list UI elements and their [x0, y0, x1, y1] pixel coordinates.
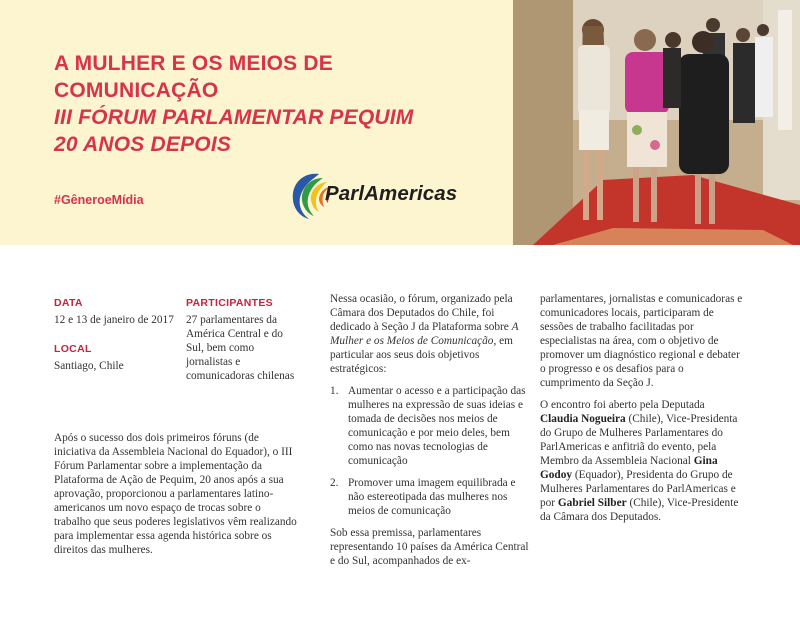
participants-paragraph: parlamentares, jornalistas e comunicadoras e comunicadores locais, participaram de sessões de trabalho facilitadas por especialistas na área, com o objetivo de promover um diagnóstico regional e debater o progresso e os desafios para o cumprimento da Seção J. — [540, 293, 743, 389]
objective-item — [330, 384, 530, 468]
title-line-3: III FÓRUM PARLAMENTAR PEQUIM — [54, 106, 414, 129]
objective-number: 2. — [330, 477, 339, 489]
opening-text-a: O encontro foi aberto pela Deputada — [540, 399, 705, 411]
name-claudia-nogueira: Claudia Nogueira — [540, 413, 626, 425]
objective-number: 1. — [330, 385, 339, 397]
date-value: 12 e 13 de janeiro de 2017 — [54, 314, 174, 326]
name-gina-godoy: Gina Godoy — [540, 455, 718, 481]
body-column-4 — [540, 292, 745, 532]
participants-label: PARTICIPANTES — [186, 297, 273, 309]
opening-paragraph — [540, 398, 745, 524]
participants-value: 27 parlamentares da América Central e do Sul, bem como jornalistas e comunicadoras chilenas — [186, 314, 295, 382]
body-column-3 — [330, 292, 530, 576]
title-line-4: 20 ANOS DEPOIS — [54, 133, 232, 156]
page-title — [54, 50, 494, 158]
event-photo-illustration — [513, 0, 800, 245]
parlamericas-logo — [289, 170, 479, 222]
forum-paragraph — [330, 292, 530, 376]
info-column-participants — [186, 296, 296, 383]
opening-text-b: (Chile), Vice-Presidenta do Grupo de Mulheres Parlamentares do ParlAmericas e anfitriã do evento, pela Membro da Assembleia Nacional — [540, 413, 738, 467]
forum-section-name: A Mulher e os Meios de Comunicação — [330, 321, 519, 347]
logo-wordmark: ParlAmericas — [325, 182, 458, 205]
objectives-list — [330, 384, 530, 518]
forum-text-a: Nessa ocasião, o fórum, organizado pela Câmara dos Deputados do Chile, foi dedicado à Seção J da Plataforma sobre — [330, 293, 513, 333]
name-gabriel-silber: Gabriel Silber — [557, 497, 627, 509]
date-label: DATA — [54, 297, 83, 309]
opening-text-c: (Equador), Presidenta do Grupo de Mulheres Parlamentares do ParlAmericas e por — [540, 469, 736, 509]
event-photo — [513, 0, 800, 245]
objective-item — [330, 476, 530, 518]
objective-text: Promover uma imagem equilibrada e não estereotipada das mulheres nos meios de comunicação — [348, 477, 516, 517]
objective-text: Aumentar o acesso e a participação das mulheres na expressão de suas ideias e tomada de decisões nos meios de comunicação e por meio deles, bem como nas novas tecnologias de comunicação — [348, 385, 526, 467]
intro-column — [54, 431, 298, 565]
hashtag[interactable]: #GêneroeMídia — [54, 193, 144, 207]
opening-text-d: (Chile), Vice-Presidente da Câmara dos Deputados. — [540, 497, 739, 523]
title-line-2: COMUNICAÇÃO — [54, 79, 219, 102]
intro-paragraph: Após o sucesso dos dois primeiros fóruns (de iniciativa da Assembleia Nacional do Equador), o III Fórum Parlamentar sobre a implementação da Plataforma de Ação de Pequim, 20 anos após a sua aprovação, proporcionou a parlamentares latino-americanos um novo espaço de trocas sobre o trabalho que seus poderes legislativos vêm realizando para implementar essa agenda histórica sobre os direitos das mulheres. — [54, 432, 297, 556]
local-value: Santiago, Chile — [54, 360, 124, 372]
info-column-left — [54, 296, 174, 373]
local-label: LOCAL — [54, 343, 92, 355]
premise-paragraph: Sob essa premissa, parlamentares representando 10 países da América Central e do Sul, acompanhados de ex- — [330, 527, 529, 567]
title-line-1: A MULHER E OS MEIOS DE — [54, 52, 333, 75]
forum-text-b: , em particular aos seus dois objetivos estratégicos: — [330, 335, 513, 375]
